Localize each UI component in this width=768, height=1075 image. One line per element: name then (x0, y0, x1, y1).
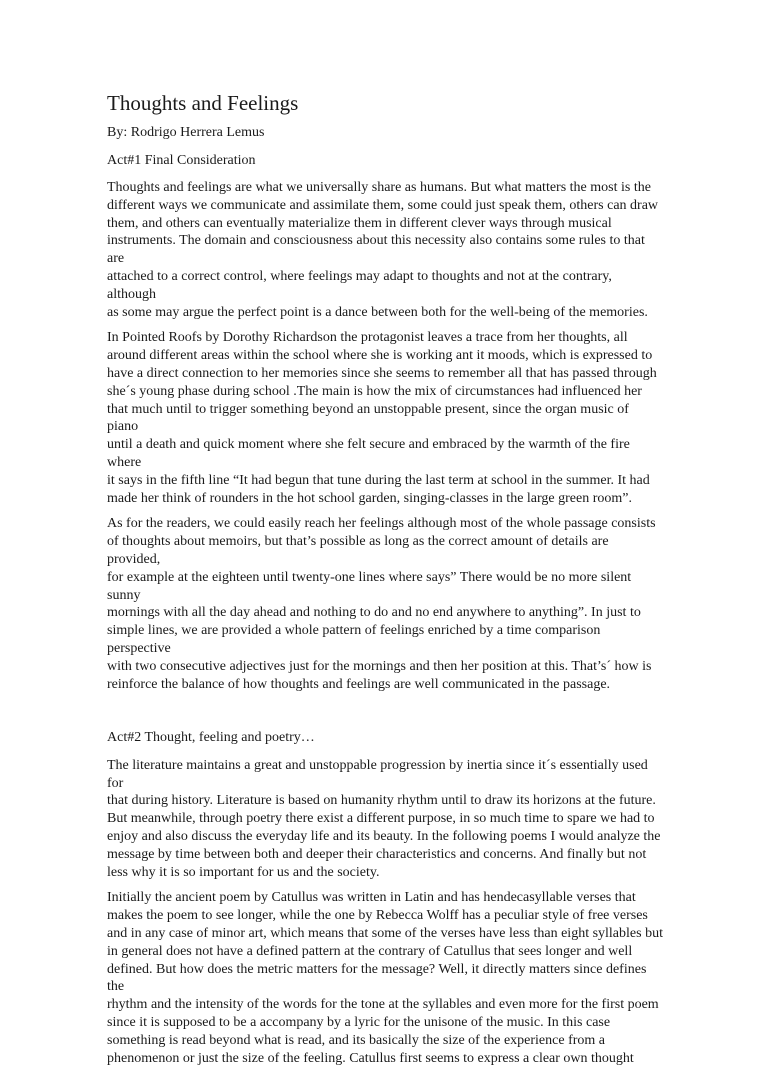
act1-paragraph-2: In Pointed Roofs by Dorothy Richardson the protagonist leaves a trace from her thoughts, all around different areas within the school where she is working ant it moods, which is expressed to have a direct connection to her memories since she seems to remember all that has passed through she´s young phase during school .The main is how the mix of circumstances had influenced her that much until to trigger something beyond an unstoppable present, since the organ music of piano until a death and quick moment where she felt secure and embraced by the warmth of the fire where it says in the fifth line “It had begun that tune during the last term at school in the summer. It had made her think of rounders in the hot school garden, singing-classes in the large green room”. (107, 330, 657, 506)
act1-paragraph-3: As for the readers, we could easily reach her feelings although most of the whole passage consists of thoughts about memoirs, but that’s possible as long as the correct amount of details are provided, for example at the eighteen until twenty-one lines where says” There would be no more silent sunny mornings with all the day ahead and nothing to do and no end anywhere to anything”. In just to simple lines, we are provided a whole pattern of feelings enriched by a time comparison perspective with two consecutive adjectives just for the mornings and then her position at this. That’s´ how is reinforce the balance of how thoughts and feelings are well communicated in the passage. (107, 516, 656, 692)
author-line: By: Rodrigo Herrera Lemus (107, 125, 265, 140)
act1-paragraph-1: Thoughts and feelings are what we universally share as humans. But what matters the most is the different ways we communicate and assimilate them, some could just speak them, others can draw them, and others can eventually materialize them in different clever ways through musical instruments. The domain and consciousness about this necessity also contains some rules to that are attached to a correct control, where feelings may adapt to thoughts and not at the contrary, although as some may argue the perfect point is a dance between both for the well-being of the memories. (107, 180, 659, 320)
act2-paragraph-2: Initially the ancient poem by Catullus was written in Latin and has hendecasyllable verses that makes the poem to see longer, while the one by Rebecca Wolff has a peculiar style of free verses and in any case of minor art, which means that some of the verses have less than eight syllables but in general does not have a defined pattern at the contrary of Catullus that sees longer and well defined. But how does the metric matters for the message? Well, it directly matters since defines the rhythm and the intensity of the words for the tone at the syllables and even more for the first poem since it is supposed to be a accompany by a lyric for the unisone of the music. In this case something is read beyond what is read, and its basically the size of the experience from a phenomenon or just the size of the feeling. Catullus first seems to express a clear own thought (107, 890, 663, 1066)
act1-heading: Act#1 Final Consideration (107, 152, 256, 168)
act2-paragraph-1: The literature maintains a great and unstoppable progression by inertia since it´s essentially used for that during history. Literature is based on humanity rhythm until to draw its horizons at the future. But meanwhile, through poetry there exist a different purpose, in so much time to spare we had to enjoy and also discuss the everyday life and its beauty. In the following poems I would analyze the message by time between both and deeper their characteristics and concerns. And finally but not less why it is so important for us and the society. (107, 757, 661, 880)
document-page (107, 88, 663, 1075)
section-spacer (107, 701, 663, 729)
act2-heading: Act#2 Thought, feeling and poetry… (107, 730, 315, 746)
document-title: Thoughts and Feelings (107, 91, 299, 115)
